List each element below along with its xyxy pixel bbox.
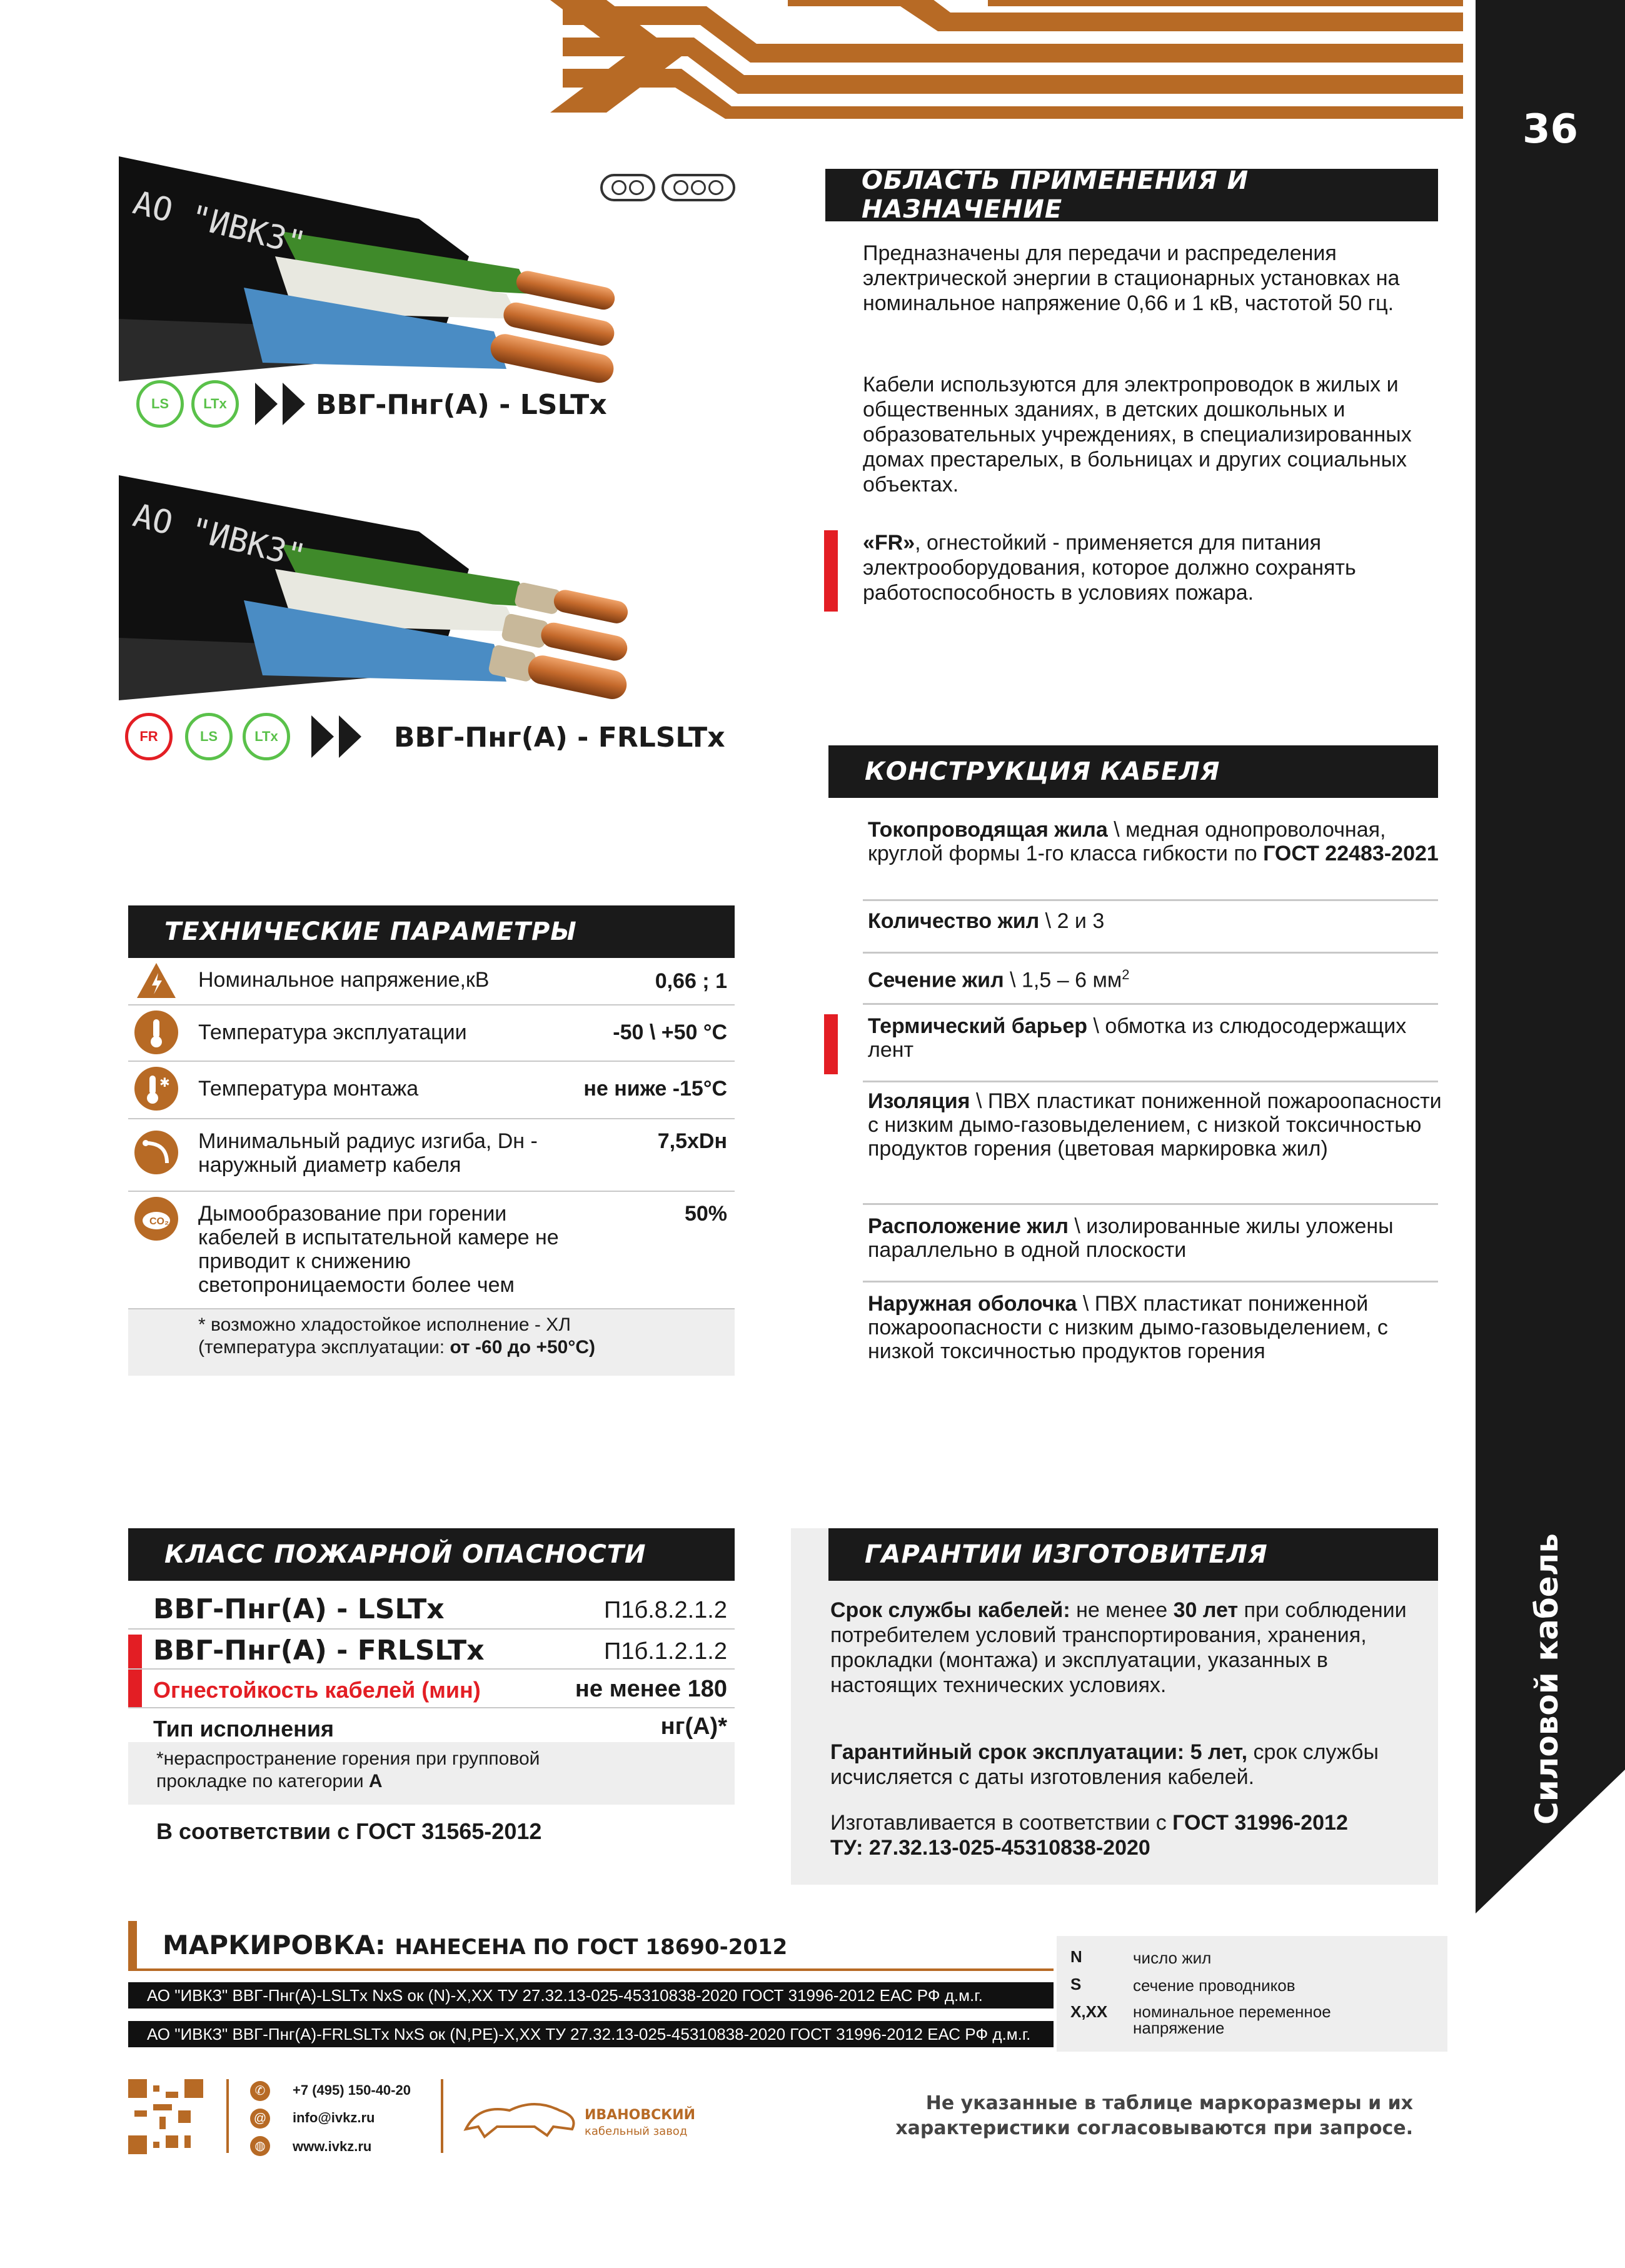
qr-code <box>128 2079 203 2154</box>
warranty-p2: Гарантийный срок эксплуатации: 5 лет, срок службы исчисляется с даты изготовления кабелей. <box>830 1740 1379 1789</box>
construction-row: Изоляция \ ПВХ пластикат пониженной пожароопасности с низким дымо-газовыделением, с низкой токсичностью продуктов горения (цветовая маркировка жил) <box>863 1081 1438 1205</box>
ltx-icon: LTx <box>243 713 290 760</box>
fr-bold: «FR» <box>863 531 915 555</box>
marking-legend: N число жил S сечение проводников X,XX номинальное переменное напряжение <box>1057 1936 1447 2052</box>
application-header: ОБЛАСТЬ ПРИМЕНЕНИЯ И НАЗНАЧЕНИЕ <box>825 169 1438 221</box>
construction-row: Наружная оболочка \ ПВХ пластикат пониженной пожароопасности с низким дымо-газовыделением, с низкой токсичностью продуктов горения <box>868 1292 1388 1363</box>
cable-image-frlsltx <box>119 475 775 713</box>
tech-header: ТЕХНИЧЕСКИЕ ПАРАМЕТРЫ <box>128 905 735 958</box>
cable-print: АО "ИВКЗ" <box>129 496 309 576</box>
tech-row-bend-radius: Минимальный радиус изгиба, Dн - наружный диаметр кабеля 7,5хDн <box>128 1118 735 1192</box>
thermometer-icon <box>134 1011 178 1054</box>
warranty-header: ГАРАНТИИ ИЗГОТОВИТЕЛЯ <box>828 1528 1438 1581</box>
marking-line-lsltx: АО "ИВКЗ" ВВГ-Пнг(А)-LSLTx NxS ок (N)-Х,ХХ ТУ 27.32.13-025-45310838-2020 ГОСТ 31996-2012 ЕАС РФ д.м.г. <box>128 1982 1054 2008</box>
co2-icon <box>134 1197 178 1241</box>
footer-divider <box>226 2079 229 2153</box>
ls-icon: LS <box>185 713 233 760</box>
product-name-frlsltx: ВВГ-Пнг(А) - FRLSLTx <box>394 722 725 753</box>
marking-underline <box>128 1968 1054 1971</box>
chevron-icon <box>283 383 305 425</box>
chevron-icon <box>255 383 278 425</box>
email-icon: @ <box>250 2109 270 2129</box>
fire-row-lsltx: ВВГ-Пнг(А) - LSLTx П1б.8.2.1.2 <box>128 1588 735 1630</box>
tech-note: * возможно хладостойкое исполнение - ХЛ (температура эксплуатации: от -60 до +50°С) <box>128 1308 735 1376</box>
construction-row: Токопроводящая жила \ медная однопроволочная, круглой формы 1-го класса гибкости по ГОСТ 22483-2021 <box>863 813 1438 901</box>
fire-note: *нераспространение горения при групповой прокладке по категории А <box>128 1742 735 1805</box>
application-p2: Кабели используются для электропроводок в жилых и общественных зданиях, в детских дошкольных и образовательных учреждениях, в специализированных домах престарелых, в больницах и других социальных объектах. <box>863 373 1412 496</box>
footer-phone[interactable]: +7 (495) 150-40-20 <box>293 2082 411 2098</box>
side-label: Силовой кабель <box>1529 1533 1565 1825</box>
voltage-icon <box>134 959 178 1003</box>
marking-line-frlsltx: АО "ИВКЗ" ВВГ-Пнг(А)-FRLSLTx NxS ок (N,PE)-Х,ХХ ТУ 27.32.13-025-45310838-2020 ГОСТ 31996-2012 ЕАС РФ д.м.г. <box>128 2021 1054 2047</box>
warranty-p1: Срок службы кабелей: не менее 30 лет при соблюдении потребителем условий транспортирования, хранения, прокладки (монтажа) и эксплуатации, указанных в настоящих технических условиях. <box>830 1598 1407 1697</box>
svg-text:CO₂: CO₂ <box>149 1216 169 1227</box>
construction-row: Расположение жил \ изолированные жилы уложены параллельно в одной плоскости <box>863 1203 1438 1283</box>
right-strip <box>1476 0 1625 2268</box>
logo-line1: ИВАНОВСКИЙ <box>585 2107 696 2123</box>
chevron-icon <box>311 715 334 758</box>
construction-row: Сечение жил \ 1,5 – 6 $мм^2$ <box>863 952 1438 1005</box>
tech-row-smoke: CO₂ Дымообразование при горении кабелей в испытательной камере не приводит к снижению светопроницаемости более чем 50% <box>128 1191 735 1308</box>
chevron-icon <box>339 715 361 758</box>
footer-email[interactable]: info@ivkz.ru <box>293 2110 375 2125</box>
warranty-p3: Изготавливается в соответствии с ГОСТ 31996-2012 <box>830 1811 1348 1835</box>
marking-title: МАРКИРОВКА: НАНЕСЕНА ПО ГОСТ 18690-2012 <box>163 1930 788 1960</box>
phone-icon: ✆ <box>250 2081 270 2101</box>
fire-row-frlsltx: ВВГ-Пнг(А) - FRLSLTx П1б.1.2.1.2 <box>128 1628 735 1670</box>
application-p3 <box>863 530 1444 605</box>
tech-row-op-temp: Температура эксплуатации -50 \ +50 °С <box>128 1004 735 1062</box>
svg-text:✱: ✱ <box>159 1076 170 1090</box>
header-pattern <box>550 0 1476 119</box>
footer-note-1: Не указанные в таблице маркоразмеры и их <box>925 2092 1413 2114</box>
page-number: 36 <box>1522 106 1579 153</box>
fire-row-fire-resistance: Огнестойкость кабелей (мин) не менее 180 <box>128 1668 735 1708</box>
footer-divider-2 <box>441 2079 443 2153</box>
globe-icon: ◍ <box>250 2136 270 2156</box>
fr-marker <box>824 530 838 612</box>
tech-row-install-temp: ✱ Температура монтажа не ниже -15°С <box>128 1061 735 1119</box>
ls-icon: LS <box>136 380 184 428</box>
application-p1: Предназначены для передачи и распределения электрической энергии в стационарных установках на номинальное напряжение 0,66 и 1 кВ, частотой 50 гц. <box>863 241 1400 315</box>
snowflake-thermometer-icon <box>134 1067 178 1111</box>
warranty-tu: ТУ: 27.32.13-025-45310838-2020 <box>830 1836 1150 1860</box>
construction-row: Количество жил \ 2 и 3 <box>863 899 1438 954</box>
cable-print: АО "ИВКЗ" <box>129 184 309 263</box>
fire-gost: В соответствии с ГОСТ 31565-2012 <box>156 1818 542 1844</box>
tech-row-voltage: Номинальное напряжение,кВ 0,66 ; 1 <box>128 958 735 1005</box>
fire-row-type: Тип исполнения нг(А)* <box>153 1713 727 1741</box>
application-p3-text: , огнестойкий - применяется для питания электрооборудования, которое должно сохранять работоспособность в условиях пожара. <box>863 531 1356 605</box>
marking-accent-bar <box>128 1921 137 1968</box>
thermal-barrier-marker <box>824 1014 838 1074</box>
two-core-icon <box>600 174 655 201</box>
footer-site[interactable]: www.ivkz.ru <box>293 2139 372 2154</box>
construction-row: Термический барьер \ обмотка из слюдосодержащих лент <box>863 1003 1438 1082</box>
fire-header: КЛАСС ПОЖАРНОЙ ОПАСНОСТИ <box>128 1528 735 1581</box>
bull-logo-icon <box>460 2092 585 2142</box>
three-core-icon <box>662 174 735 201</box>
ltx-icon: LTx <box>191 380 239 428</box>
bend-radius-icon <box>134 1131 178 1174</box>
logo-line2: кабельный завод <box>585 2125 688 2138</box>
fr-icon: FR <box>125 713 173 760</box>
construction-header: КОНСТРУКЦИЯ КАБЕЛЯ <box>828 745 1438 798</box>
product-name-lsltx: ВВГ-Пнг(А) - LSLTx <box>316 389 607 421</box>
footer-note-2: характеристики согласовываются при запросе. <box>895 2117 1413 2139</box>
